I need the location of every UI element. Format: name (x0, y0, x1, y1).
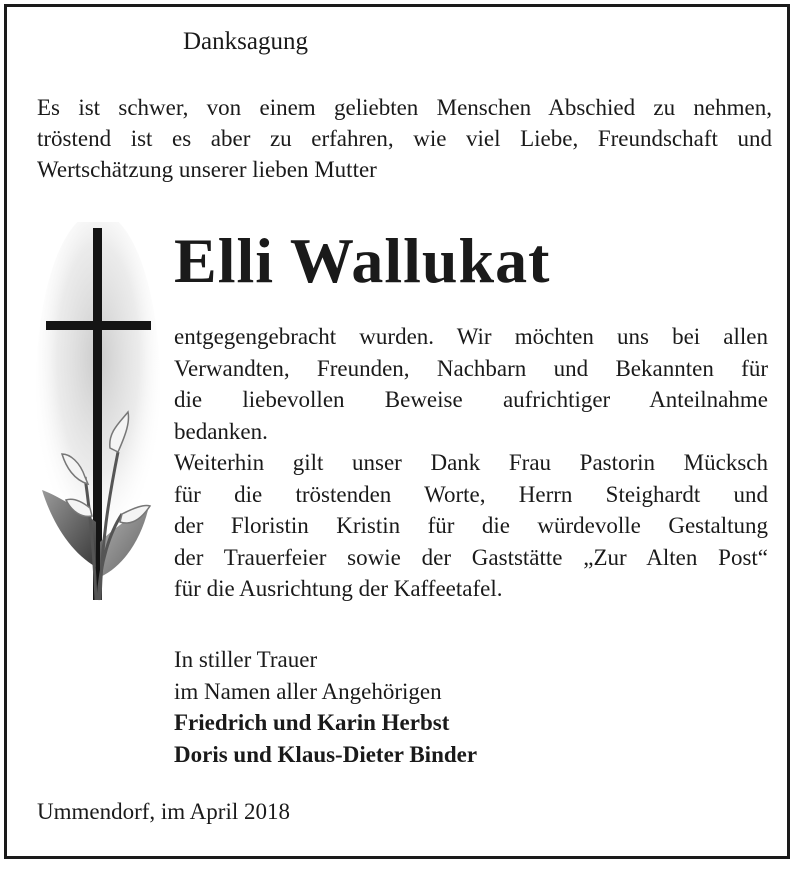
body-line: entgegengebracht wurden. Wir möchten uns bei allen (174, 324, 768, 349)
body-line: der Trauerfeier sowie der Gaststätte „Zur Alten Post“ (174, 544, 768, 570)
intro-paragraph (37, 92, 772, 185)
deceased-name: Elli Wallukat (174, 225, 551, 296)
family-signature: Friedrich und Karin Herbst (174, 710, 450, 735)
place-date: Ummendorf, im April 2018 (37, 799, 290, 824)
intro-line: Es ist schwer, von einem geliebten Menschen Abschied zu nehmen, (37, 95, 772, 120)
body-paragraph (174, 321, 768, 605)
body-line: der Floristin Kristin für die würdevolle Gestaltung (174, 513, 768, 538)
notice-heading: Danksagung (183, 28, 308, 55)
body-line: Weiterhin gilt unser Dank Frau Pastorin Mücksch (174, 450, 768, 475)
intro-line: Wertschätzung unserer lieben Mutter (37, 157, 377, 182)
body-line: die liebevollen Beweise aufrichtiger Anteilnahme (174, 387, 768, 412)
body-line: Verwandten, Freunden, Nachbarn und Bekannten für (174, 355, 768, 381)
family-signature: Doris und Klaus-Dieter Binder (174, 741, 478, 767)
closing-line: im Namen aller Angehörigen (174, 678, 442, 704)
closing-line: In stiller Trauer (174, 647, 318, 672)
body-line: für die Ausrichtung der Kaffeetafel. (174, 576, 503, 601)
cross-with-calla-lilies-icon (30, 222, 165, 612)
body-line: bedanken. (174, 418, 268, 444)
body-line: für die tröstenden Worte, Herrn Steighardt und (174, 481, 768, 507)
closing-block (174, 644, 477, 770)
intro-line: tröstend ist es aber zu erfahren, wie viel Liebe, Freundschaft und (37, 126, 772, 151)
